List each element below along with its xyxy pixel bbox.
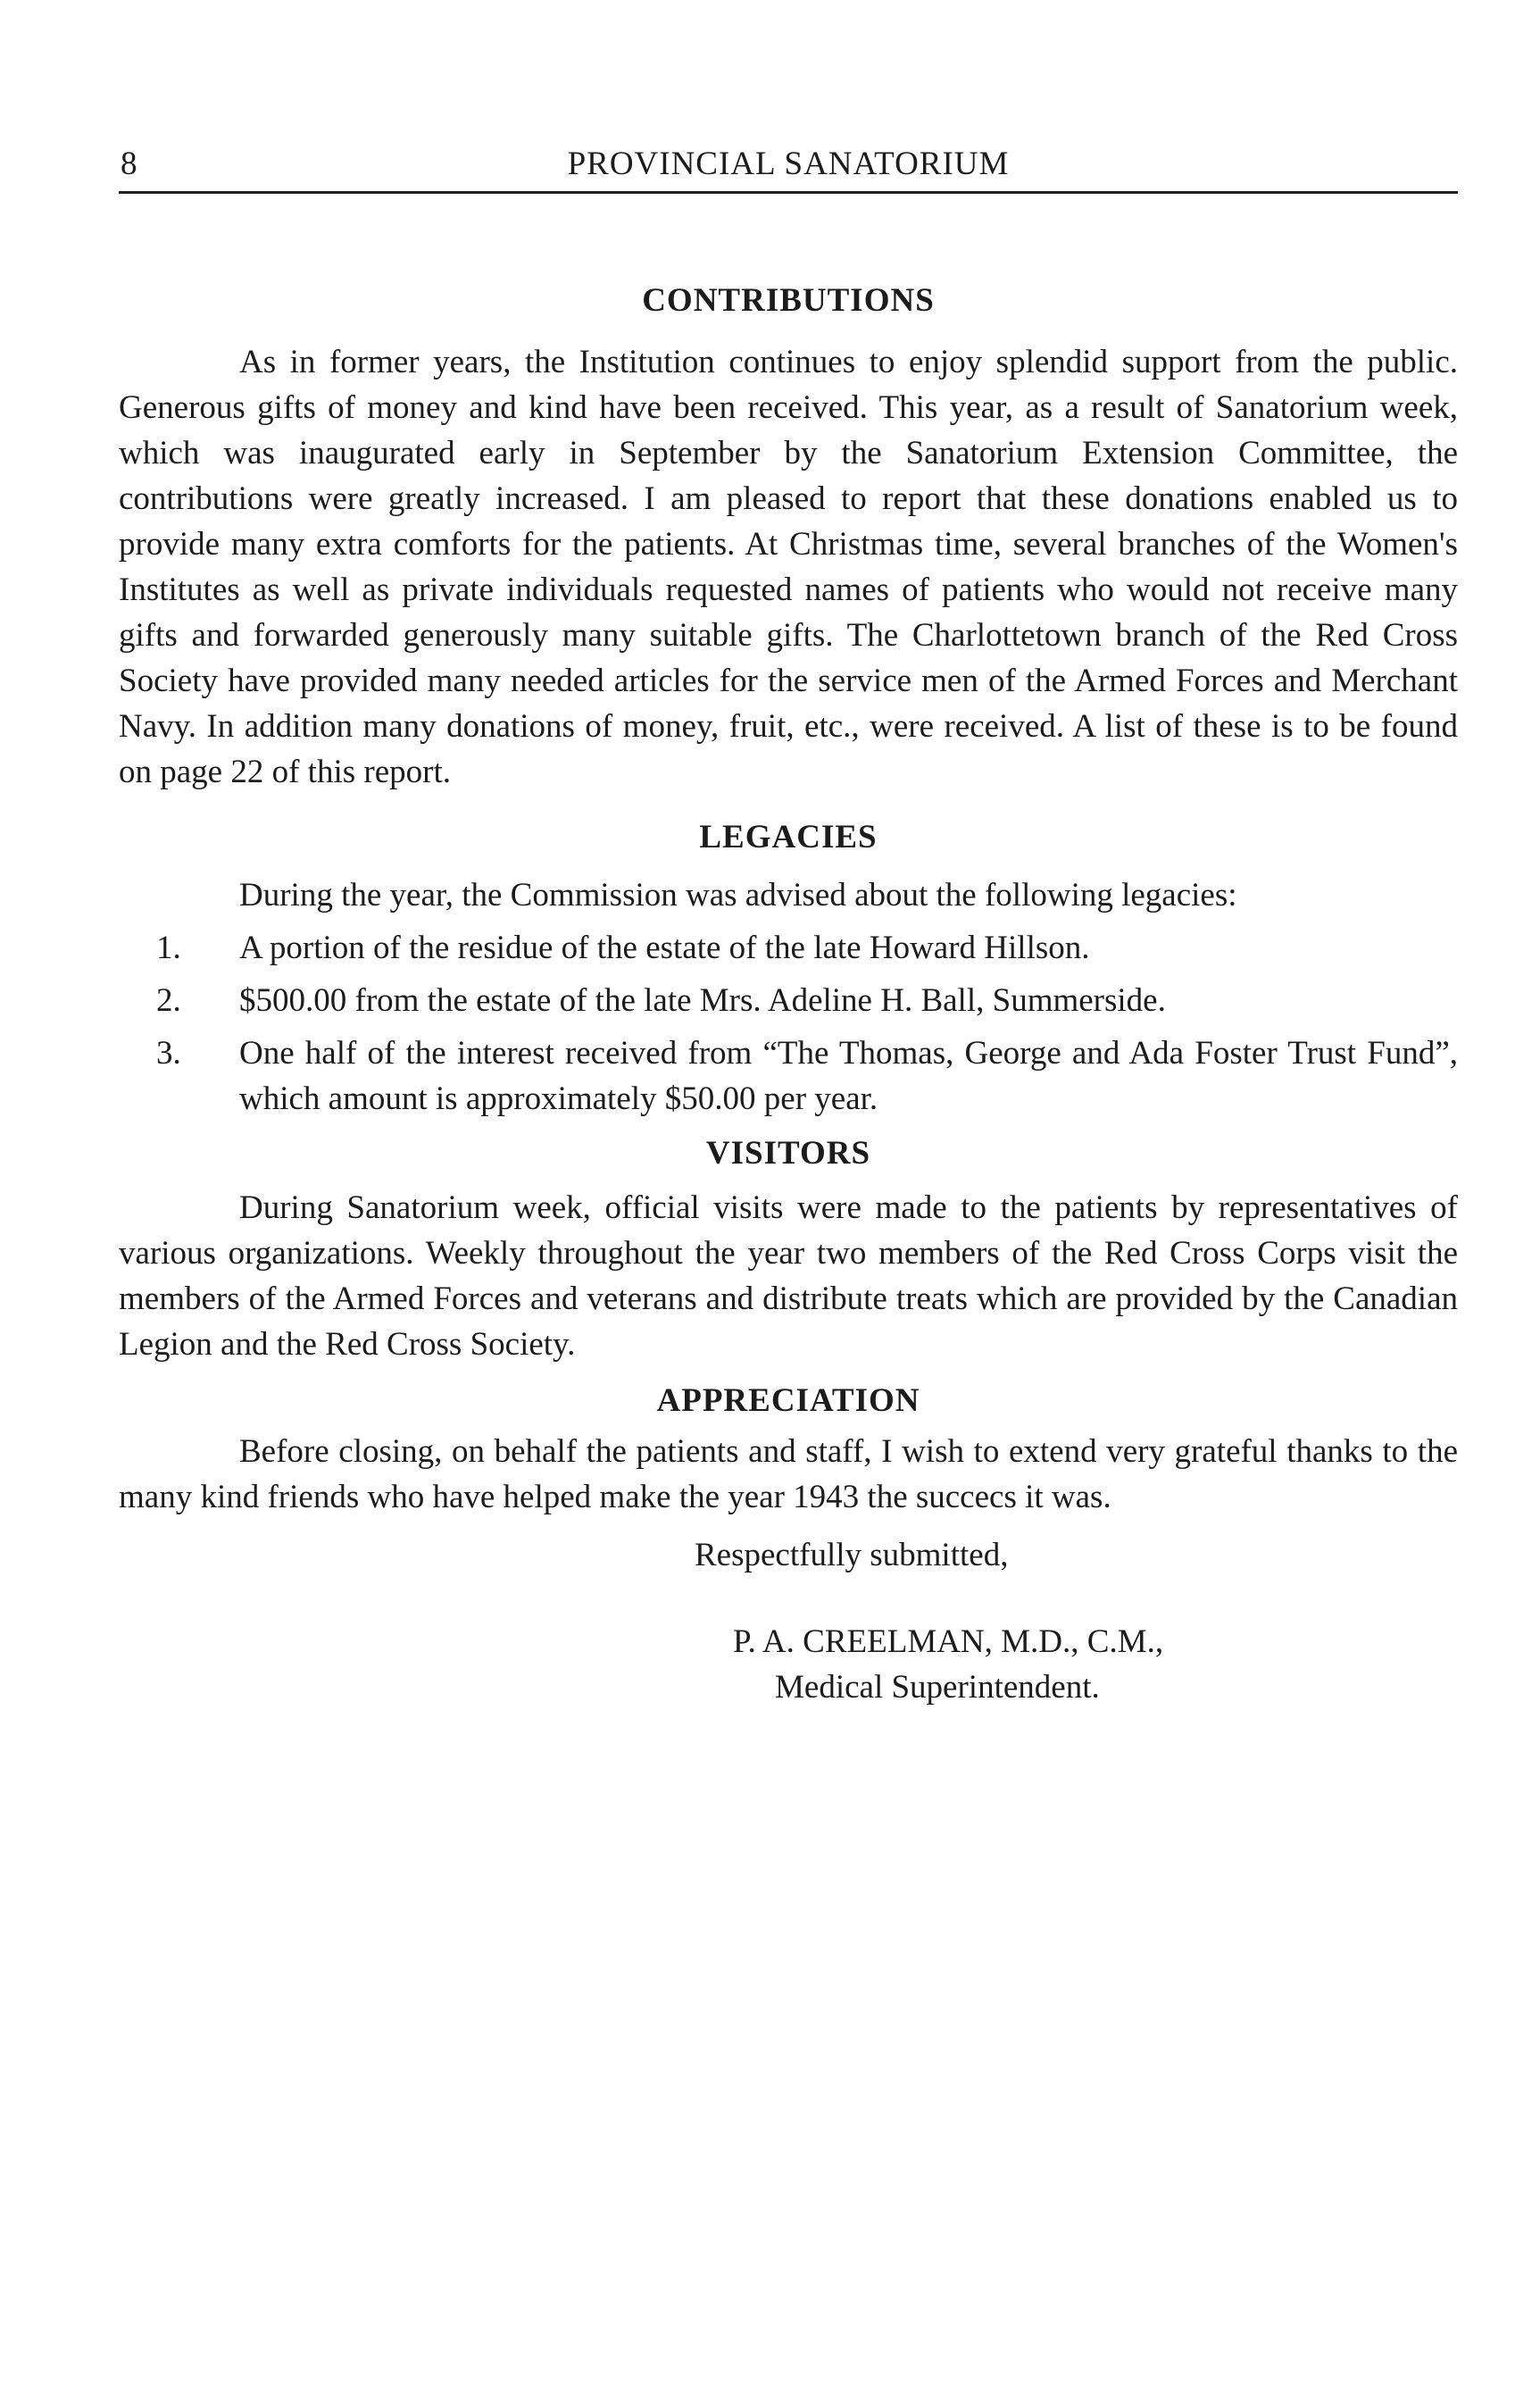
- contributions-heading: CONTRIBUTIONS: [642, 282, 935, 319]
- document-page: [119, 143, 1458, 1710]
- running-title: PROVINCIAL SANATORIUM: [567, 146, 1010, 182]
- contributions-paragraph: As in former years, the Institution continues to enjoy splendid support from the public. Generous gifts of money and kind have been received. This year, as a result of Sanatorium week, which was inaugurated early in September by the Sanatorium Extension Committee, the contributions were greatly increased. I am pleased to report that these donations enabled us to provide many extra comforts for the patients. At Christmas time, several branches of the Women's Institutes as well as private individuals requested names of patients who would not receive many gifts and forwarded generously many suitable gifts. The Charlottetown branch of the Red Cross Society have provided many needed articles for the service men of the Armed Forces and Merchant Navy. In addition many donations of money, fruit, etc., were received. A list of these is to be found on page 22 of this report.: [119, 344, 1458, 790]
- visitors-paragraph: During Sanatorium week, official visits were made to the patients by representatives of various organizations. Weekly throughout the year two members of the Red Cross Corps visit the members of the Armed Forces and veterans and distribute treats which are provided by the Canadian Legion and the Red Cross Society.: [119, 1189, 1458, 1363]
- signatory-title: Medical Superintendent.: [775, 1669, 1100, 1706]
- page-number: 8: [121, 146, 138, 182]
- legacy-text: $500.00 from the estate of the late Mrs. Adeline H. Ball, Summerside.: [239, 982, 1166, 1019]
- legacy-number: 1.: [156, 930, 181, 966]
- legacy-item: [119, 978, 1458, 1023]
- legacy-number: 3.: [156, 1035, 181, 1072]
- legacy-item: [119, 1030, 1458, 1122]
- legacy-item: [119, 925, 1458, 971]
- running-header: [119, 143, 1458, 194]
- legacy-text: One half of the interest received from “The Thomas, George and Ada Foster Trust Fund”, which amount is approximately $50.00 per year.: [239, 1035, 1458, 1117]
- appreciation-paragraph: Before closing, on behalf the patients and staff, I wish to extend very grateful thanks to the many kind friends who have helped make the year 1943 the succecs it was.: [119, 1433, 1458, 1515]
- legacies-intro: During the year, the Commission was advised about the following legacies:: [239, 877, 1237, 914]
- legacies-heading: LEGACIES: [699, 819, 878, 855]
- legacy-text: A portion of the residue of the estate of the late Howard Hillson.: [239, 930, 1090, 966]
- legacy-number: 2.: [156, 982, 181, 1019]
- closing-salutation: Respectfully submitted,: [695, 1537, 1009, 1573]
- appreciation-heading: APPRECIATION: [656, 1382, 920, 1419]
- visitors-heading: VISITORS: [705, 1135, 871, 1172]
- signatory-name: P. A. CREELMAN, M.D., C.M.,: [733, 1623, 1164, 1660]
- legacies-list: [119, 925, 1458, 1122]
